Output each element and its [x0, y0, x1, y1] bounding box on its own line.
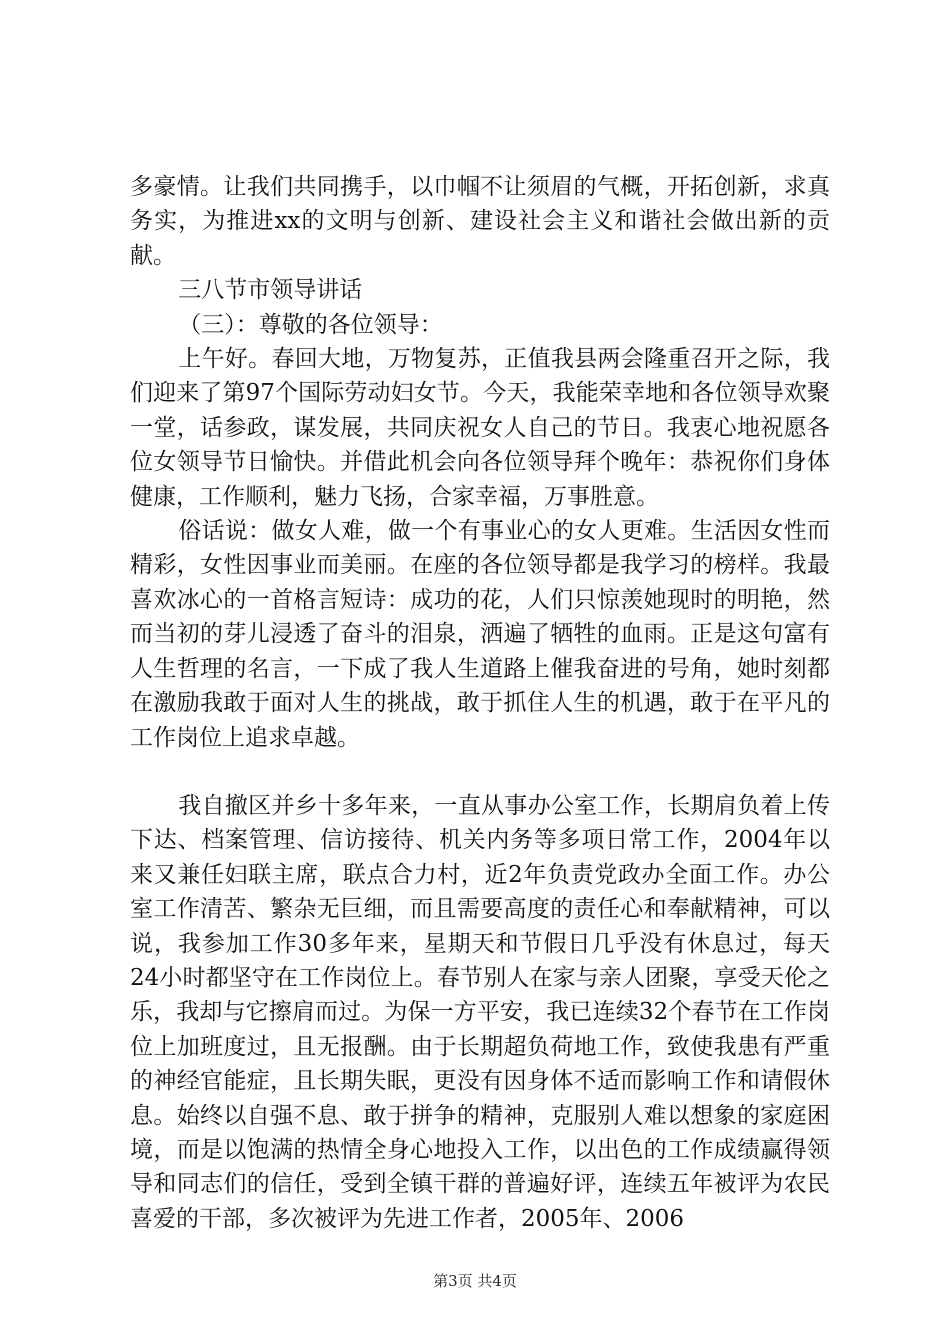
section-title: 三八节市领导讲话 [178, 277, 363, 304]
paragraph: 我自撤区并乡十多年来，一直从事办公室工作，长期肩负着上传下达、档案管理、信访接待、机关内务等多项日常工作，2004年以来又兼任妇联主席，联点合力村，近2年负责党政办全面工作。办公室工作清苦、繁杂无巨细，而且需要高度的责任心和奉献精神，可以说，我参加工作30多年来，星期天和节假日几乎没有休息过，每天24小时都坚守在工作岗位上。春节别人在家与亲人团聚，享受天伦之乐，我却与它擦肩而过。为保一方平安，我已连续32个春节在工作岗位上加班度过，且无报酬。由于长期超负荷地工作，致使我患有严重的神经官能症，且长期失眠，更没有因身体不适而影响工作和请假休息。始终以自强不息、敢于拼争的精神，克服别人难以想象的家庭困境，而是以饱满的热情全身心地投入工作，以出色的工作成绩赢得领导和同志们的信任，受到全镇干群的普遍好评，连续五年被评为农民喜爱的干部，多次被评为先进工作者，2005年、2006 [130, 792, 830, 1232]
paragraph: 俗话说：做女人难，做一个有事业心的女人更难。生活因女性而精彩，女性因事业而美丽。在座的各位领导都是我学习的榜样。我最喜欢冰心的一首格言短诗：成功的花，人们只惊羡她现时的明艳，然而当初的芽儿浸透了奋斗的泪泉，洒遍了牺牲的血雨。正是这句富有人生哲理的名言，一下成了我人生道路上催我奋进的号角，她时刻都在激励我敢于面对人生的挑战，敢于抓住人生的机遇，敢于在平凡的工作岗位上追求卓越。 [130, 518, 830, 751]
paragraph-continuation: 多豪情。让我们共同携手，以巾帼不让须眉的气概，开拓创新，求真务实，为推进xx的文明与创新、建设社会主义和谐社会做出新的贡献。 [130, 174, 830, 269]
document-body [130, 170, 830, 1236]
paragraph: 上午好。春回大地，万物复苏，正值我县两会隆重召开之际，我们迎来了第97个国际劳动妇女节。今天，我能荣幸地和各位领导欢聚一堂，话参政，谋发展，共同庆祝女人自己的节日。我衷心地祝愿各位女领导节日愉快。并借此机会向各位领导拜个晚年：恭祝你们身体健康，工作顺利，魅力飞扬，合家幸福，万事胜意。 [130, 346, 830, 510]
salutation: （三）：尊敬的各位领导： [178, 311, 443, 338]
page-footer: 第3页 共4页 [433, 1272, 517, 1290]
